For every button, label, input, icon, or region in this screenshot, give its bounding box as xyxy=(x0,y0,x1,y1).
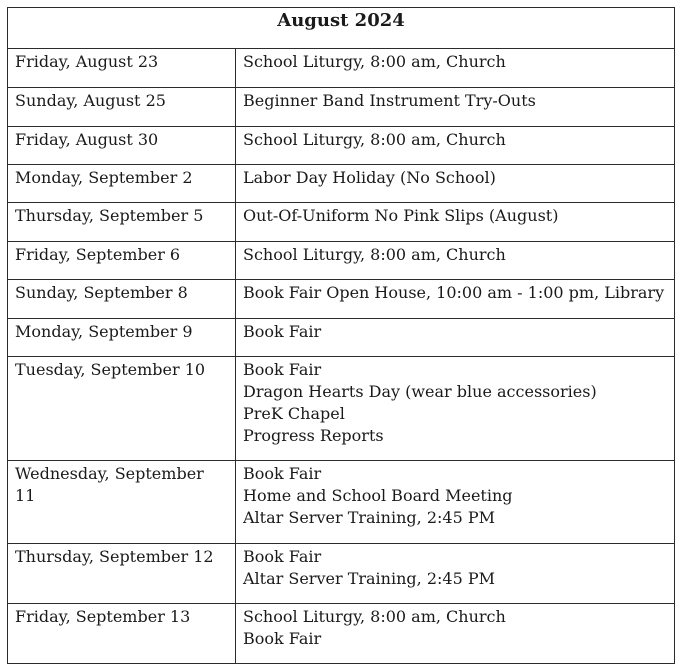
event-item: School Liturgy, 8:00 am, Church xyxy=(243,607,506,626)
event-item: Dragon Hearts Day (wear blue accessories) xyxy=(243,382,597,401)
date-cell: Tuesday, September 10 xyxy=(8,357,236,461)
date-cell: Friday, September 13 xyxy=(8,604,236,664)
calendar-title: August 2024 xyxy=(8,8,675,49)
date-cell: Wednesday, September 11 xyxy=(8,461,236,544)
date-cell: Thursday, September 12 xyxy=(8,544,236,604)
events-cell xyxy=(236,280,675,319)
table-row xyxy=(8,544,675,604)
event-item: PreK Chapel xyxy=(243,404,345,423)
event-item: Labor Day Holiday (No School) xyxy=(243,168,496,187)
table-row xyxy=(8,203,675,242)
date-cell: Sunday, August 25 xyxy=(8,88,236,127)
date-cell: Monday, September 9 xyxy=(8,319,236,357)
events-cell xyxy=(236,203,675,242)
title-row xyxy=(8,8,675,49)
events-cell xyxy=(236,604,675,664)
event-item: Book Fair xyxy=(243,464,322,483)
events-cell xyxy=(236,242,675,280)
date-cell: Friday, September 6 xyxy=(8,242,236,280)
event-item: Altar Server Training, 2:45 PM xyxy=(243,569,495,588)
date-cell: Monday, September 2 xyxy=(8,165,236,203)
event-item: Book Fair xyxy=(243,547,322,566)
event-item: Book Fair Open House, 10:00 am - 1:00 pm, Library xyxy=(243,283,665,302)
table-row xyxy=(8,242,675,280)
events-cell xyxy=(236,127,675,165)
event-item: Altar Server Training, 2:45 PM xyxy=(243,508,495,527)
events-cell xyxy=(236,544,675,604)
event-item: School Liturgy, 8:00 am, Church xyxy=(243,52,506,71)
event-item: Progress Reports xyxy=(243,426,384,445)
table-row xyxy=(8,49,675,88)
events-cell xyxy=(236,165,675,203)
table-row xyxy=(8,319,675,357)
event-item: Home and School Board Meeting xyxy=(243,486,513,505)
date-cell: Friday, August 23 xyxy=(8,49,236,88)
event-item: Out-Of-Uniform No Pink Slips (August) xyxy=(243,206,559,225)
event-item: School Liturgy, 8:00 am, Church xyxy=(243,130,506,149)
table-row xyxy=(8,127,675,165)
calendar-document xyxy=(7,7,674,664)
event-item: Beginner Band Instrument Try-Outs xyxy=(243,91,536,110)
table-row xyxy=(8,461,675,544)
events-cell xyxy=(236,88,675,127)
events-cell xyxy=(236,49,675,88)
date-cell: Sunday, September 8 xyxy=(8,280,236,319)
table-row xyxy=(8,165,675,203)
table-row xyxy=(8,280,675,319)
calendar-table xyxy=(7,7,675,664)
event-item: Book Fair xyxy=(243,322,322,341)
table-row xyxy=(8,357,675,461)
events-cell xyxy=(236,461,675,544)
date-cell: Friday, August 30 xyxy=(8,127,236,165)
table-row xyxy=(8,604,675,664)
event-item: Book Fair xyxy=(243,360,322,379)
event-item: Book Fair xyxy=(243,629,322,648)
date-cell: Thursday, September 5 xyxy=(8,203,236,242)
events-cell xyxy=(236,357,675,461)
events-cell xyxy=(236,319,675,357)
event-item: School Liturgy, 8:00 am, Church xyxy=(243,245,506,264)
table-row xyxy=(8,88,675,127)
